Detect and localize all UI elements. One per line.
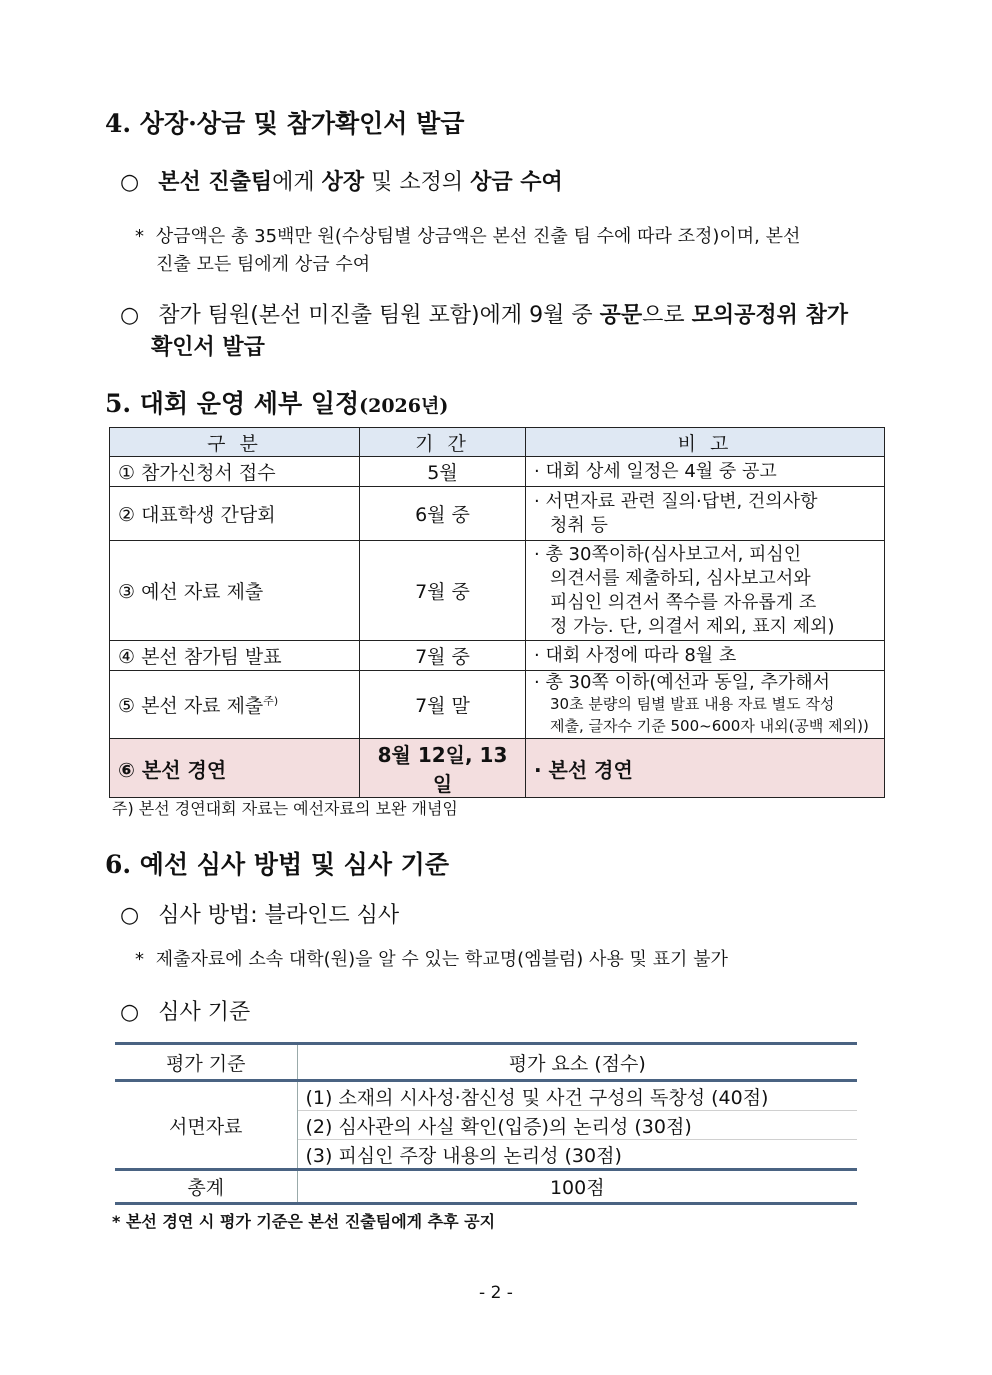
bullet-prize [120,165,563,196]
text: 심사 기준 [158,1000,251,1025]
text-mock-ftc: 모의공정위 참가 [691,303,849,328]
row-period: 7월 중 [360,641,526,671]
star-marker: * [135,226,144,247]
text: 참가 팀원(본선 미진출 팀원 포함)에게 9월 중 [158,303,600,328]
note-line: 진출 모든 팀에게 상금 수여 [156,254,371,275]
row-period: 6월 중 [360,487,526,541]
table-row [110,487,885,541]
table-row [115,1081,857,1111]
table-row [110,541,885,641]
remark-line: 의견서를 제출하되, 심사보고서와 [550,567,811,589]
circle-bullet: ○ [120,1000,140,1025]
header-criteria: 평가 기준 [115,1044,297,1081]
bullet-method [120,898,399,929]
criteria-table [115,1042,857,1205]
criteria-item: (3) 피심인 주장 내용의 논리성 (30점) [305,1144,622,1167]
remark-line: 피심인 의견서 쪽수를 자유롭게 조 [550,591,817,613]
row-period: 5월 [360,457,526,487]
section-5-title [105,384,448,420]
remark-line: · 서면자료 관련 질의·답변, 건의사항 [534,490,818,512]
table-header-row [115,1044,857,1081]
section-4-title: 4. 상장·상금 및 참가확인서 발급 [105,109,465,138]
row-remark: · 본선 경연 [526,739,885,798]
text: 으로 [642,303,692,328]
table-header-row [110,428,885,457]
remark-line: 정 가능. 단, 의결서 제외, 표지 제외) [550,615,835,637]
remark-line: 청취 등 [550,514,608,536]
table-row [110,457,885,487]
method-note [135,946,728,974]
note-line: 상금액은 총 35백만 원(수상팀별 상금액은 본선 진출 팀 수에 따라 조정)이며, 본선 [155,226,801,247]
header-remark: 비 고 [526,428,885,457]
row-item: ④ 본선 참가팀 발표 [110,641,360,671]
row-item: ① 참가신청서 접수 [110,457,360,487]
text: 및 소정의 [364,170,471,195]
row-remark: · 대회 사정에 따라 8월 초 [526,641,885,671]
row-remark [526,671,885,739]
row-remark [526,541,885,641]
text: 심사 방법: 블라인드 심사 [158,903,400,928]
circle-bullet: ○ [120,170,140,195]
text-prize-money: 상금 수여 [470,170,563,195]
row-item-text: ⑤ 본선 자료 제출 [118,695,264,717]
row-remark [526,487,885,541]
star-marker: * [135,949,144,970]
bullet-criteria [120,995,250,1026]
table-total-row [115,1170,857,1204]
text-certificate: 확인서 발급 [151,335,265,360]
row-item: ② 대표학생 간담회 [110,487,360,541]
total-value: 100점 [297,1170,857,1204]
prize-note [135,223,905,279]
note-text: 제출자료에 소속 대학(원)을 알 수 있는 학교명(엠블럼) 사용 및 표기 불가 [155,949,728,970]
remark-line: 30초 분량의 팀별 발표 내용 자료 별도 작성 [550,695,835,713]
circle-bullet: ○ [120,303,140,328]
criteria-note: * 본선 경연 시 평가 기준은 본선 진출팀에게 추후 공지 [112,1212,496,1231]
section-year: (2026년) [359,395,449,417]
row-period: 8월 12일, 13일 [360,739,526,798]
row-period: 7월 말 [360,671,526,739]
circle-bullet: ○ [120,903,140,928]
row-remark: · 대회 상세 일정은 4월 중 공고 [526,457,885,487]
section-title-text: 5. 대회 운영 세부 일정 [105,389,360,418]
header-period: 기 간 [360,428,526,457]
row-period: 7월 중 [360,541,526,641]
bullet-certificate [120,300,900,364]
schedule-footnote: 주) 본선 경연대회 자료는 예선자료의 보완 개념임 [112,799,458,818]
table-row [110,641,885,671]
criteria-item: (1) 소재의 시사성·참신성 및 사건 구성의 독창성 (40점) [297,1081,857,1111]
text-official-letter: 공문 [599,303,643,328]
header-category: 구 분 [110,428,360,457]
criteria-item: (2) 심사관의 사실 확인(입증)의 논리성 (30점) [297,1111,857,1140]
schedule-table [109,427,885,798]
text-finalist-team: 본선 진출팀 [158,170,273,195]
header-elements: 평가 요소 (점수) [297,1044,857,1081]
remark-line: · 총 30쪽이하(심사보고서, 피심인 [534,543,802,565]
table-row-highlight [110,739,885,798]
page-number: - 2 - [479,1283,513,1303]
group-written: 서면자료 [115,1081,297,1170]
remark-line: 제출, 글자수 기준 500~600자 내외(공백 제외)) [550,717,869,735]
row-item: ③ 예선 자료 제출 [110,541,360,641]
text-award: 상장 [321,170,365,195]
total-label: 총계 [115,1170,297,1204]
text: 에게 [272,170,322,195]
table-row [110,671,885,739]
footnote-marker: 주) [263,694,279,708]
section-6-title: 6. 예선 심사 방법 및 심사 기준 [105,850,449,879]
row-item [110,671,360,739]
remark-line: · 총 30쪽 이하(예선과 동일, 추가해서 [534,672,831,693]
row-item: ⑥ 본선 경연 [110,739,360,798]
